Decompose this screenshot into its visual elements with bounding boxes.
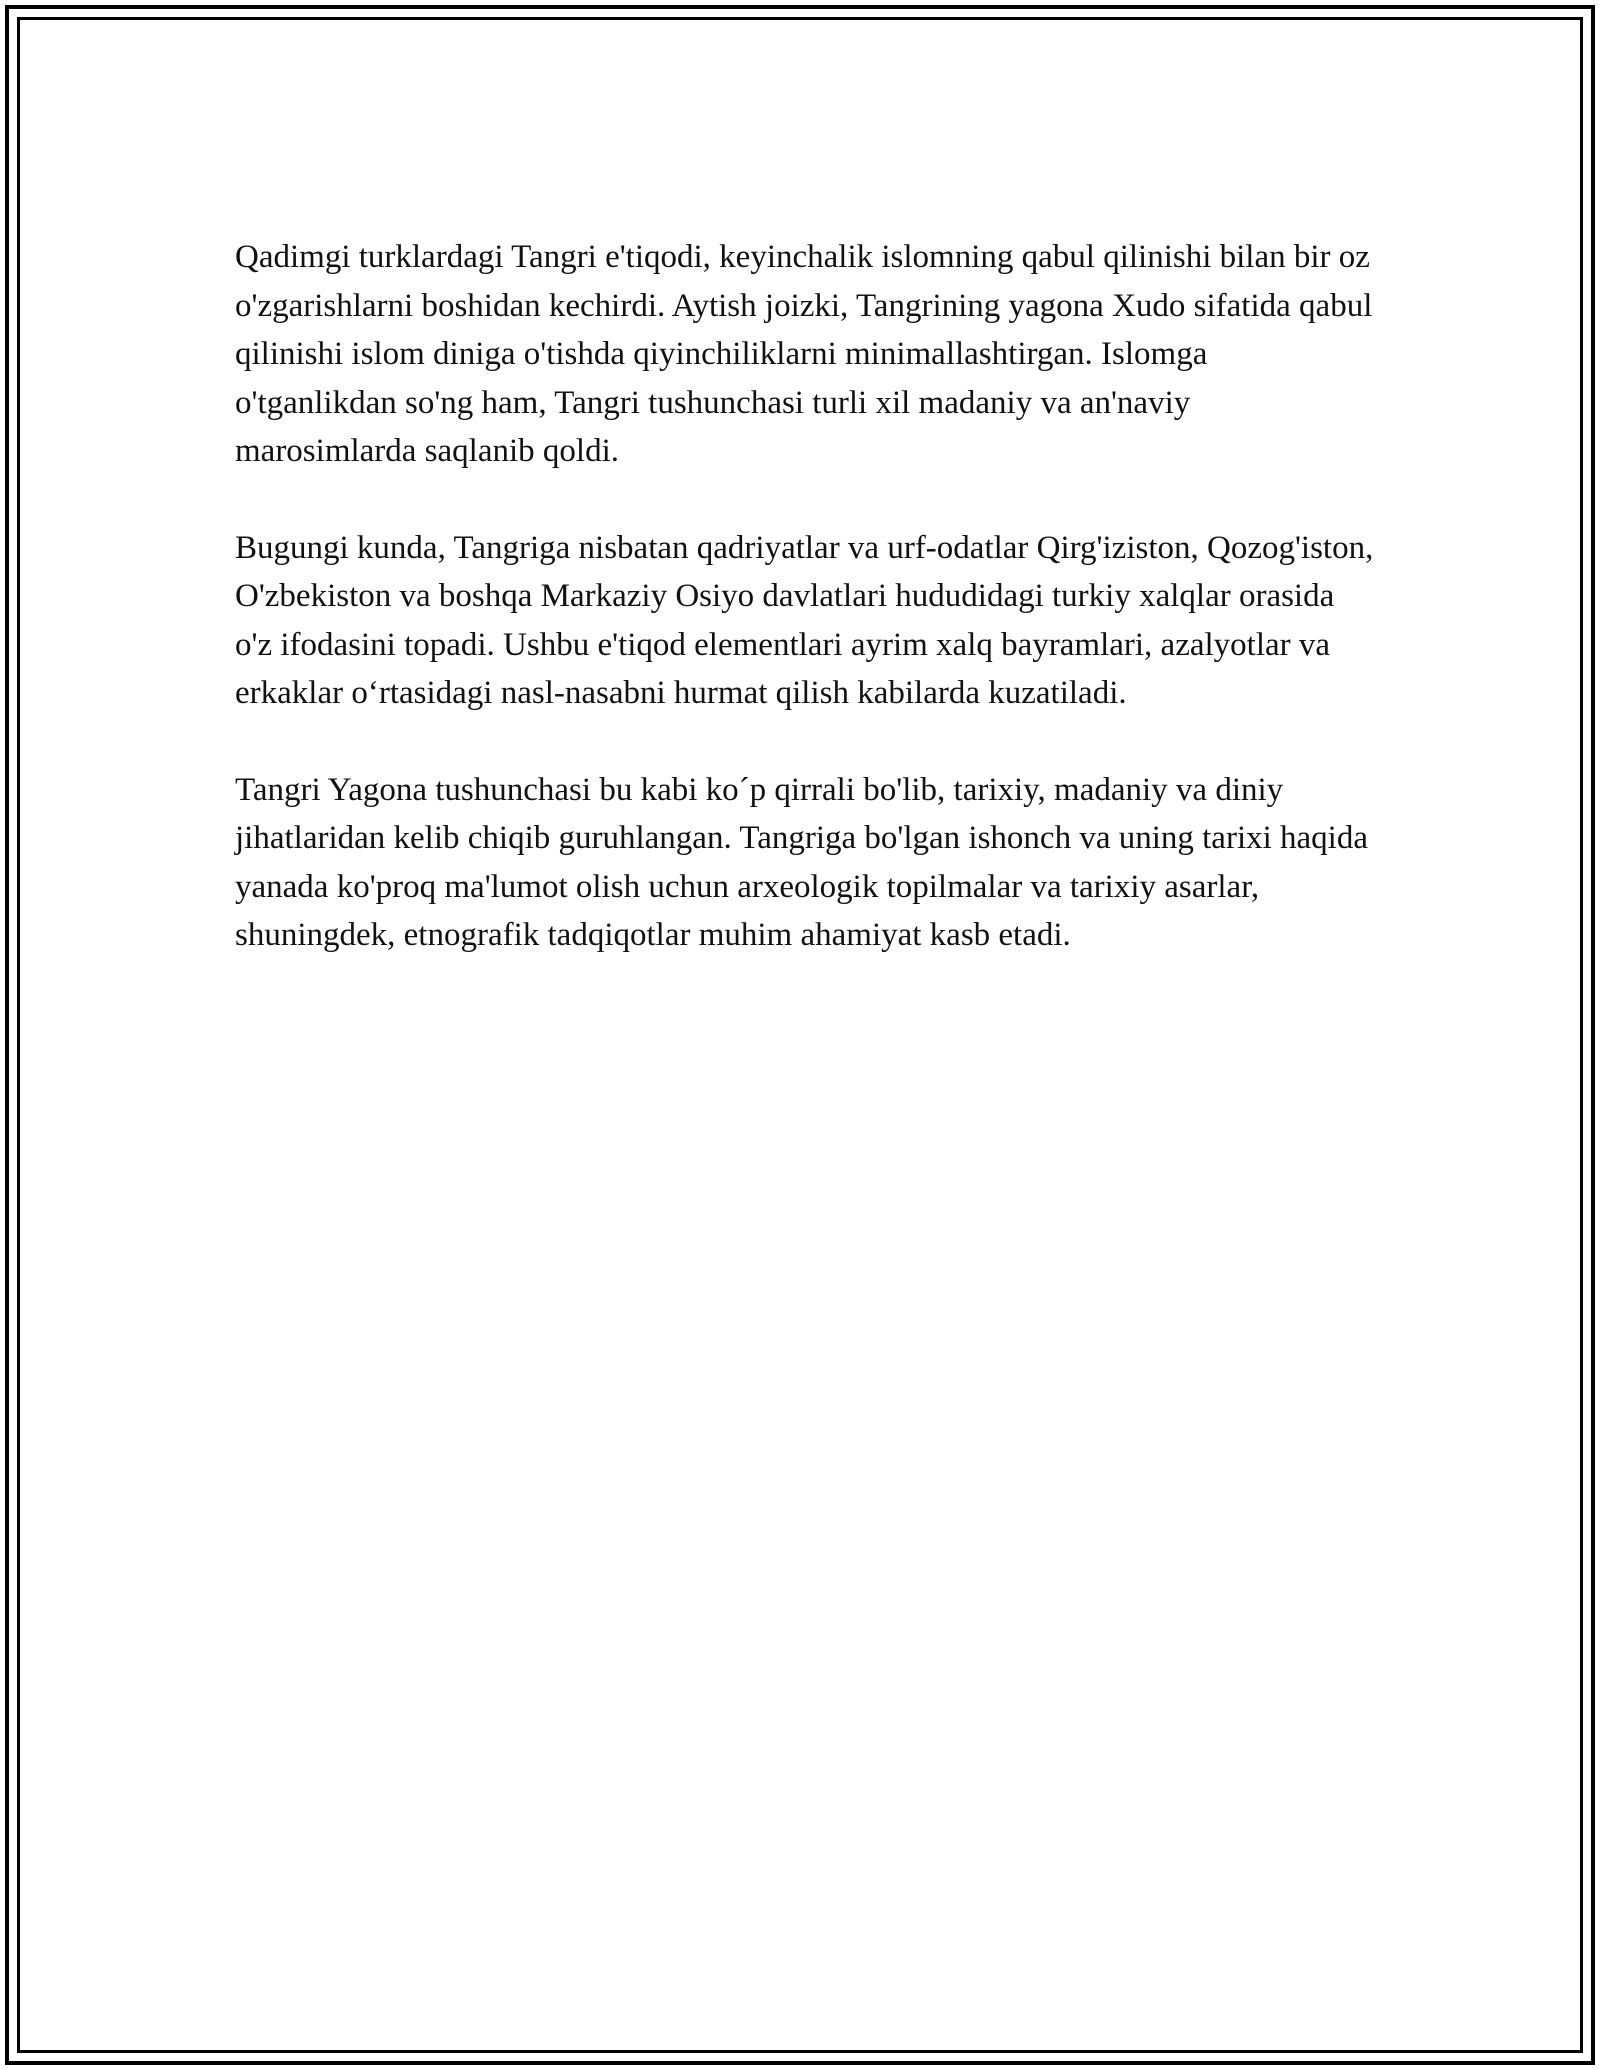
document-body — [235, 233, 1375, 1008]
paragraph-3: Tangri Yagona tushunchasi bu kabi ko´p qirrali bo'lib, tarixiy, madaniy va diniy jihatlaridan kelib chiqib guruhlangan. Tangriga bo'lgan ishonch va uning tarixi haqida yanada ko'proq ma'lumot olish uchun arxeologik topilmalar va tarixiy asarlar, shuningdek, etnografik tadqiqotlar muhim ahamiyat kasb etadi. — [235, 771, 1368, 953]
paragraph-2: Bugungi kunda, Tangriga nisbatan qadriyatlar va urf-odatlar Qirg'iziston, Qozog'iston, O'zbekiston va boshqa Markaziy Osiyo davlatlari hududidagi turkiy xalqlar orasida o'z ifodasini topadi. Ushbu e'tiqod elementlari ayrim xalq bayramlari, azalyotlar va erkaklar o‘rtasidagi nasl-nasabni hurmat qilish kabilarda kuzatiladi. — [235, 529, 1374, 711]
paragraph-1: Qadimgi turklardagi Tangri e'tiqodi, keyinchalik islomning qabul qilinishi bilan bir oz o'zgarishlarni boshidan kechirdi. Aytish joizki, Tangrining yagona Xudo sifatida qabul qilinishi islom diniga o'tishda qiyinchiliklarni minimallashtirgan. Islomga o'tganlikdan so'ng ham, Tangri tushunchasi turli xil madaniy va an'naviy marosimlarda saqlanib qoldi. — [235, 239, 1373, 469]
